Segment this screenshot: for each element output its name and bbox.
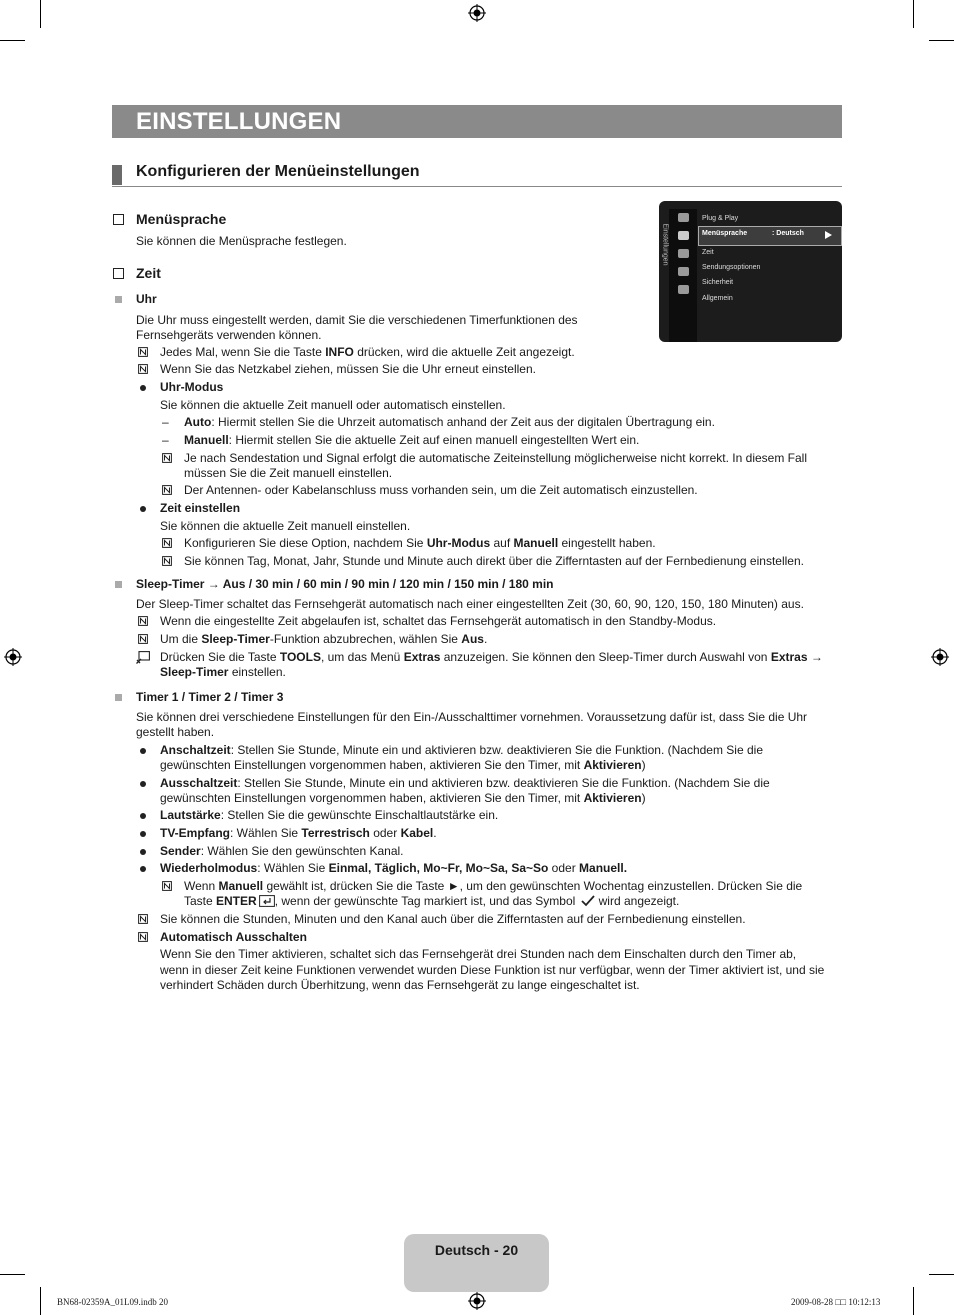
sleep-timer-desc: Der Sleep-Timer schaltet das Fernsehgerät automatisch nach einer eingestellten Zeit (30, 60, 90, 120, 150, 180 Minuten) aus. [136,597,804,611]
crop-mark [0,40,25,41]
text-bold: Sleep-Timer [201,632,270,646]
osd-settings-icon [678,231,689,240]
page-number: Deutsch - 20 [434,1242,519,1258]
text: auf [490,536,514,550]
dash: – [162,433,169,447]
text: Wenn [184,879,219,893]
osd-item: Sicherheit [702,279,734,286]
note-icon [138,347,148,357]
enter-icon [259,895,275,907]
clock-mode-note-1: müssen Sie die Zeit manuell einstellen. [184,466,393,480]
timer-on-time [160,758,646,773]
text-bold: Lautstärke [160,808,221,822]
osd-arrow-right-icon [825,231,832,239]
set-time-heading: Zeit einstellen [160,501,241,515]
text: . [483,632,488,646]
set-time-note-1 [184,536,656,551]
crop-mark [929,1274,954,1275]
timer-tv-reception [160,826,437,841]
bullet-dot-icon [140,849,146,855]
auto-off-desc: verhindert Schäden durch Überhitzung, wenn das Fernsehgerät zu lange eingeschaltet ist. [160,978,640,992]
note-icon [138,634,148,644]
text: ) [641,791,646,805]
text: ) [641,758,646,772]
registration-mark-icon [468,4,486,22]
bullet-dot-icon [140,385,146,391]
text-bold: Ausschaltzeit [160,776,238,790]
text-bold: INFO [325,345,354,359]
sleep-note-2 [160,632,487,647]
osd-sidebar-label: Einstellungen [661,223,669,266]
crop-mark [40,0,41,28]
auto-off-desc: Wenn Sie den Timer aktivieren, schaltet sich das Fernsehgerät drei Stunden nach dem Einschalten durch den Timer ab, [160,947,797,961]
note-icon [162,538,172,548]
clock-note-1 [160,345,575,360]
bullet-dot-icon [140,866,146,872]
osd-item-value: : Deutsch [772,230,804,237]
text-bold: TV-Empfang [160,826,231,840]
text-bold: Aktivieren [583,758,642,772]
auto-off-heading: Automatisch Ausschalten [160,930,307,944]
timer-on-time [160,743,763,758]
text: . [433,826,437,840]
print-date: 2009-08-28 □□ 10:12:13 [791,1297,881,1307]
time-heading: Zeit [136,265,161,281]
registration-mark-icon [468,1292,486,1310]
registration-mark-icon [4,648,22,666]
text-bold: Extras [403,650,441,664]
crop-mark [0,1274,25,1275]
chapter-title-bar [112,105,842,138]
checkbox-bullet-icon [113,268,124,279]
text: : Stellen Sie Stunde, Minute ein und aktivieren bzw. deaktivieren Sie die Funktion. (Nachdem Sie die [230,743,763,757]
bullet-dot-icon [140,831,146,837]
text: -Funktion abzubrechen, wählen Sie [269,632,462,646]
text-bold: Extras → [770,650,823,664]
text: Drücken Sie die Taste [160,650,280,664]
repeat-note-1 [184,879,802,894]
bullet-dot-icon [140,748,146,754]
clock-desc: Fernsehgeräts verwenden können. [136,328,322,342]
checkbox-bullet-icon [113,214,124,225]
crop-mark [913,0,914,28]
registration-mark-icon [931,648,949,666]
chapter-title: EINSTELLUNGEN [136,108,342,135]
clock-mode-heading: Uhr-Modus [160,380,224,394]
text-bold: Terrestrisch [301,826,370,840]
note-icon [162,881,172,891]
osd-item-selected: Menüsprache [702,230,748,237]
text: gewünschten Einstellungen vorgenommen haben, aktivieren Sie den Timer, mit [160,758,584,772]
text: drücken, wird die aktuelle Zeit angezeigt. [353,345,575,359]
timer-desc: gestellt haben. [136,725,215,739]
crop-mark [929,40,954,41]
checkmark-icon [581,895,595,907]
clock-mode-manual [184,433,639,448]
text: oder [548,861,580,875]
text-bold: Wiederholmodus [160,861,258,875]
sleep-tools-line-2 [160,665,286,680]
text: oder [369,826,401,840]
file-name: BN68-02359A_01L09.indb 20 [57,1297,168,1307]
text-bold: Auto [184,415,212,429]
osd-picture-icon [678,213,689,222]
note-icon [162,485,172,495]
timer-off-time [160,776,770,791]
timer-note-2: Sie können die Stunden, Minuten und den Kanal auch über die Zifferntasten auf der Fernbedienung einstellen. [160,912,746,926]
text: : Wählen Sie [230,826,302,840]
note-icon [138,364,148,374]
text-bold: ENTER [216,894,257,908]
text-bold: Sender [160,844,201,858]
osd-item: Plug & Play [702,215,739,222]
timer-off-time [160,791,646,806]
osd-sound-icon [678,249,689,258]
text-bold: Manuell [184,433,229,447]
bullet-dot-icon [140,781,146,787]
timer-desc: Sie können drei verschiedene Einstellungen für den Ein-/Ausschalttimer vornehmen. Voraussetzung dafür ist, dass Sie die Uhr [136,710,808,724]
text: : Stellen Sie die gewünschte Einschaltlautstärke ein. [220,808,499,822]
text: , um das Menü [320,650,404,664]
timer-heading: Timer 1 / Timer 2 / Timer 3 [136,690,284,704]
text: : Hiermit stellen Sie die aktuelle Zeit auf einen manuell eingestellten Wert ein. [228,433,640,447]
text-bold: Uhr-Modus [426,536,491,550]
text-bold: Aus [461,632,484,646]
text: Taste [184,894,217,908]
text: Um die [160,632,202,646]
page-number-tab [404,1234,549,1292]
dash: – [162,415,169,429]
section-title: Konfigurieren der Menüeinstellungen [136,163,420,180]
bullet-dot-icon [140,506,146,512]
set-time-note-2: Sie können Tag, Monat, Jahr, Stunde und Minute auch direkt über die Zifferntasten auf der Fernbedienung einstellen. [184,554,804,568]
set-time-desc: Sie können die aktuelle Zeit manuell einstellen. [160,519,411,533]
timer-channel [160,844,404,859]
text-bold: Kabel [400,826,434,840]
text: : Wählen Sie den gewünschten Kanal. [200,844,404,858]
text-bold: Manuell [513,536,559,550]
crop-mark [913,1287,914,1315]
clock-desc: Die Uhr muss eingestellt werden, damit Sie die verschiedenen Timerfunktionen des [136,313,578,327]
text-bold: Manuell [218,879,264,893]
text: gewünschten Einstellungen vorgenommen haben, aktivieren Sie den Timer, mit [160,791,584,805]
note-icon [138,914,148,924]
text: einstellen. [228,665,286,679]
note-icon [138,932,148,942]
clock-note-2: Wenn Sie das Netzkabel ziehen, müssen Sie die Uhr erneut einstellen. [160,362,536,376]
text: Konfigurieren Sie diese Option, nachdem Sie [184,536,427,550]
crop-mark [40,1287,41,1315]
square-bullet-icon [115,581,122,588]
text: Jedes Mal, wenn Sie die Taste [160,345,326,359]
text: gewählt ist, drücken Sie die Taste ►, um den gewünschten Wochentag einzustellen. Drücken Sie die [263,879,803,893]
bullet-dot-icon [140,813,146,819]
sleep-note-1: Wenn die eingestellte Zeit abgelaufen ist, schaltet das Fernsehgerät automatisch in den Standby-Modus. [160,614,717,628]
timer-volume [160,808,498,823]
text-bold: Anschaltzeit [160,743,231,757]
note-icon [162,556,172,566]
repeat-note-1 [184,894,679,909]
text-bold: Manuell. [579,861,628,875]
clock-mode-note-2: Der Antennen- oder Kabelanschluss muss vorhanden sein, um die Zeit automatisch einzustellen. [184,483,698,497]
text-bold: Aktivieren [583,791,642,805]
text-bold: TOOLS [279,650,321,664]
text: : Wählen Sie [257,861,329,875]
osd-item: Allgemein [702,295,733,302]
section-marker [112,165,122,185]
sleep-timer-heading: Sleep-Timer → Aus / 30 min / 60 min / 90 min / 120 min / 150 min / 180 min [136,577,554,591]
clock-mode-desc: Sie können die aktuelle Zeit manuell oder automatisch einstellen. [160,398,506,412]
text-bold: Einmal, Täglich, Mo~Fr, Mo~Sa, Sa~So [328,861,549,875]
menu-language-desc: Sie können die Menüsprache festlegen. [136,234,347,248]
clock-mode-note-1: Je nach Sendestation und Signal erfolgt die automatische Zeiteinstellung möglicherweise nicht korrekt. In diesem Fall [184,451,808,465]
square-bullet-icon [115,296,122,303]
clock-heading: Uhr [136,292,157,306]
note-icon [138,616,148,626]
text: : Hiermit stellen Sie die Uhrzeit automatisch anhand der Zeit aus der digitalen Übertragung ein. [211,415,715,429]
tv-osd-menu [659,201,842,342]
text: anzuzeigen. Sie können den Sleep-Timer durch Auswahl von [440,650,771,664]
text: wird angezeigt. [595,894,680,908]
text-bold: Sleep-Timer [160,665,229,679]
square-bullet-icon [115,694,122,701]
auto-off-desc: wenn in dieser Zeit keine Funktionen verwendet wurden Diese Funktion ist nur verfügbar, wenn der Timer aktiviert ist, und sie [160,963,825,977]
sleep-tools-line-1 [160,650,823,665]
osd-item: Sendungsoptionen [702,264,761,271]
osd-channel-icon [678,267,689,276]
section-heading [112,162,842,187]
timer-repeat-mode [160,861,627,876]
text: eingestellt haben. [558,536,656,550]
text: , wenn der gewünschte Tag markiert ist, und das Symbol [274,894,576,908]
clock-mode-auto [184,415,715,430]
tools-icon [136,651,150,664]
text: : Stellen Sie Stunde, Minute ein und aktivieren bzw. deaktivieren Sie die Funktion. (Nachdem Sie die [237,776,770,790]
osd-input-icon [678,285,689,294]
note-icon [162,453,172,463]
osd-item: Zeit [702,249,714,256]
menu-language-heading: Menüsprache [136,211,227,227]
